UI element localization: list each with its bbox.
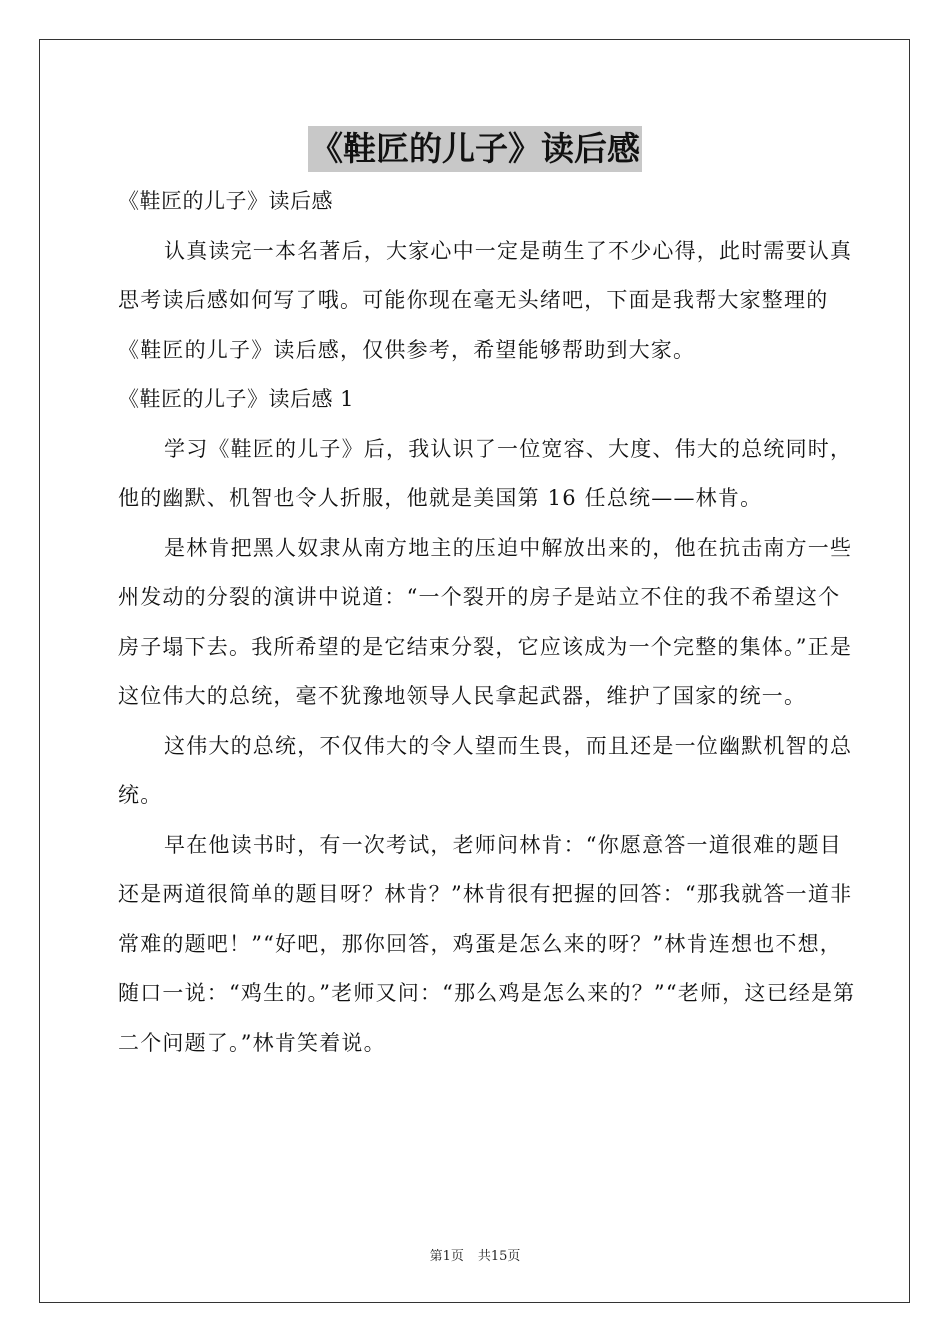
paragraph: 这伟大的总统，不仅伟大的令人望而生畏，而且还是一位幽默机智的总统。: [118, 733, 853, 807]
paragraph: 认真读完一本名著后，大家心中一定是萌生了不少心得，此时需要认真思考读后感如何写了哦。可能你现在毫无头绪吧，下面是我帮大家整理的《鞋匠的儿子》读后感，仅供参考，希望能够帮助到大家。: [118, 238, 853, 362]
document-title: 《鞋匠的儿子》读后感: [308, 126, 642, 172]
page-number: 第1页: [429, 1249, 464, 1264]
document-body: [118, 177, 858, 1068]
paragraph: 是林肯把黑人奴隶从南方地主的压迫中解放出来的，他在抗击南方一些州发动的分裂的演讲中说道：“一个裂开的房子是站立不住的我不希望这个房子塌下去。我所希望的是它结束分裂，它应该成为一个完整的集体。”正是这位伟大的总统，毫不犹豫地领导人民拿起武器，维护了国家的统一。: [118, 535, 853, 708]
paragraph: 早在他读书时，有一次考试，老师问林肯：“你愿意答一道很难的题目还是两道很简单的题目呀？林肯？”林肯很有把握的回答：“那我就答一道非常难的题吧！”“好吧，那你回答，鸡蛋是怎么来的呀？”林肯连想也不想，随口一说：“鸡生的。”老师又问：“那么鸡是怎么来的？”“老师，这已经是第二个问题了。”林肯笑着说。: [118, 832, 856, 1055]
paragraph: 《鞋匠的儿子》读后感: [118, 189, 333, 213]
paragraph: 学习《鞋匠的儿子》后，我认识了一位宽容、大度、伟大的总统同时，他的幽默、机智也令人折服，他就是美国第 16 任总统——林肯。: [118, 436, 853, 510]
section-heading: 《鞋匠的儿子》读后感 1: [118, 387, 355, 411]
page-total: 共15页: [477, 1249, 521, 1264]
page-footer: [0, 1245, 950, 1264]
title-container: [0, 126, 950, 172]
